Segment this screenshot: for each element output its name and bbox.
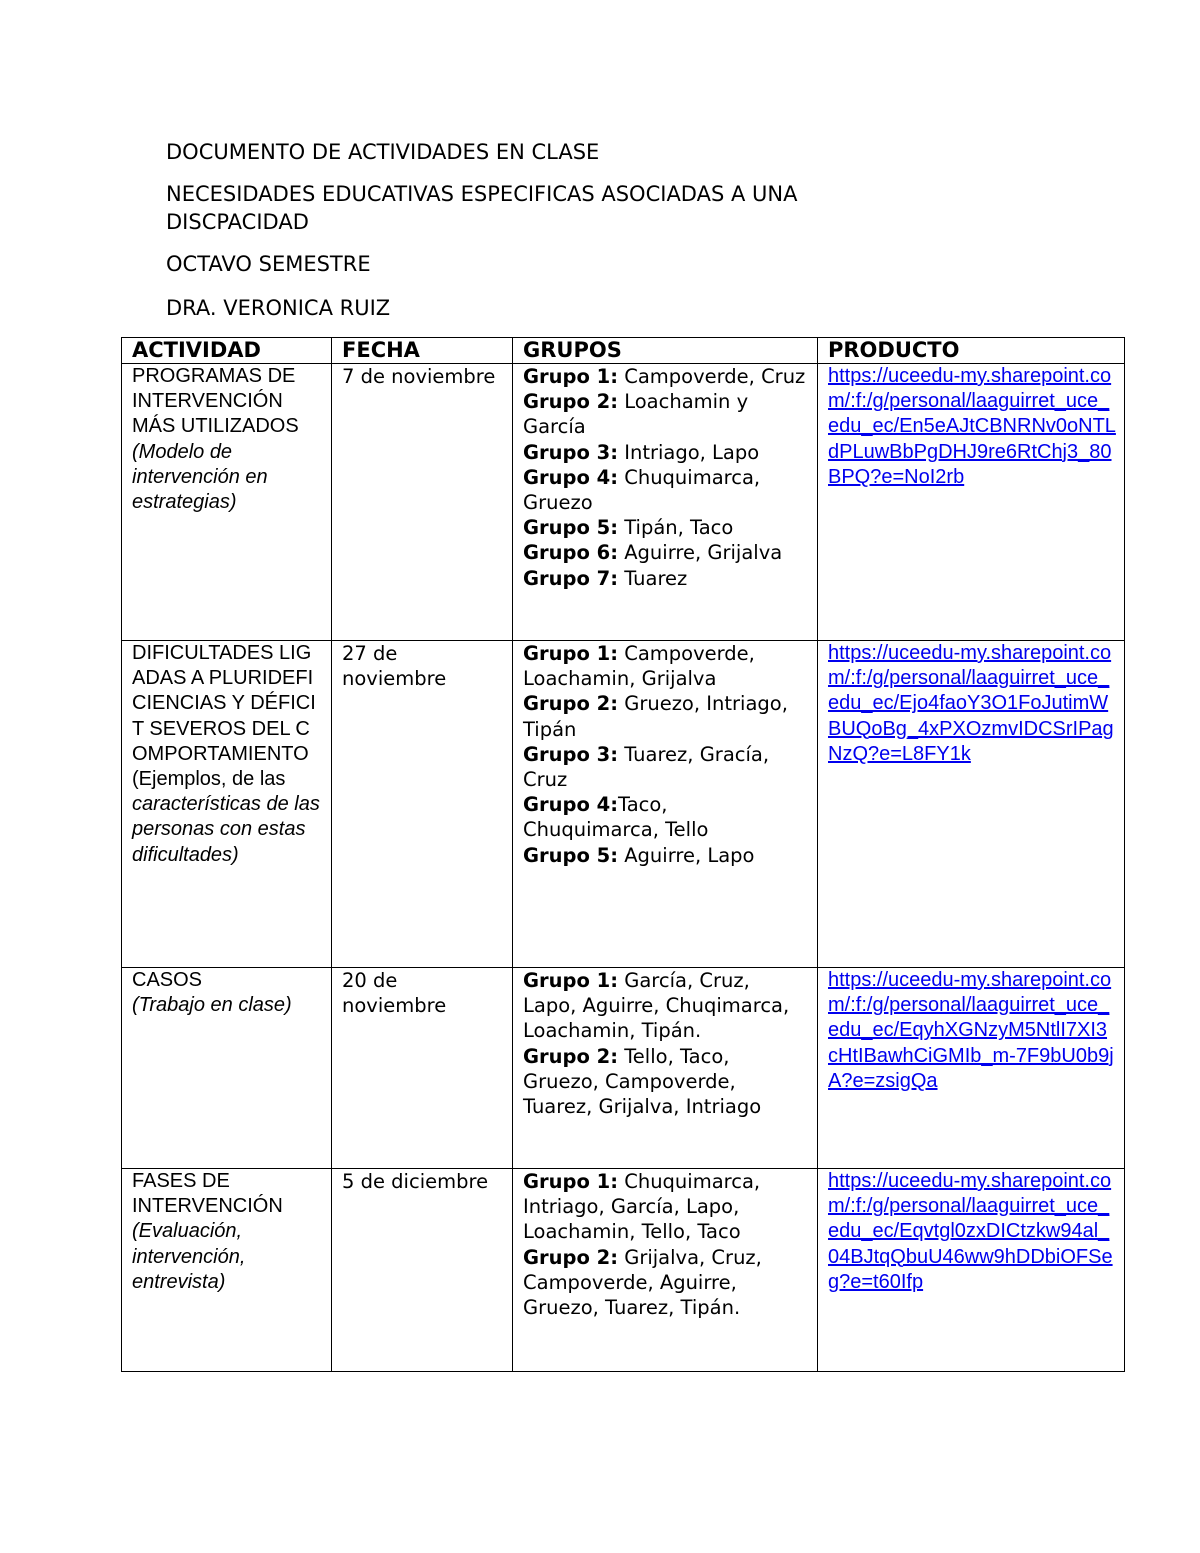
group-entry: Grupo 4:Taco, Chuquimarca, Tello: [523, 793, 709, 842]
date-cell: 27 de noviembre: [332, 641, 513, 968]
groups-cell: [513, 968, 818, 1169]
group-entry: Grupo 2: Grijalva, Cruz, Campoverde, Aguirre, Gruezo, Tuarez, Tipán.: [523, 1245, 762, 1320]
group-entry: Grupo 2: Loachamin y García: [523, 390, 749, 439]
header-date: FECHA: [332, 338, 513, 364]
product-link[interactable]: https://uceedu-my.sharepoint.com/:f:/g/personal/laaguirret_uce_edu_ec/Ejo4faoY3O1FoJutimWBUQoBg_4xPXOzmvIDCSrIPagNzQ?e=L8FY1k: [828, 642, 1114, 765]
date-cell: 5 de diciembre: [332, 1169, 513, 1372]
group-entry: Grupo 3: Intriago, Lapo: [523, 440, 760, 464]
activities-table: [121, 337, 1125, 1372]
group-entry: Grupo 6: Aguirre, Grijalva: [523, 541, 783, 565]
header-activity: ACTIVIDAD: [122, 338, 332, 364]
header-product: PRODUCTO: [818, 338, 1125, 364]
product-link[interactable]: https://uceedu-my.sharepoint.com/:f:/g/personal/laaguirret_uce_edu_ec/Eqvtgl0zxDICtzkw94al_04BJtqQbuU46ww9hDDbiOFSeg?e=t60Ifp: [828, 1170, 1113, 1293]
table-row: [122, 1169, 1125, 1372]
group-entry: Grupo 1: Campoverde, Cruz: [523, 365, 806, 388]
table-row: [122, 641, 1125, 968]
group-entry: Grupo 3: Tuarez, Gracía, Cruz: [523, 742, 770, 792]
product-cell: [818, 364, 1125, 641]
activity-cell: FASES DE INTERVENCIÓN (Evaluación, intervención, entrevista): [122, 1169, 332, 1372]
group-entry: Grupo 1: Campoverde, Loachamin, Grijalva: [523, 642, 755, 691]
header-groups: GRUPOS: [513, 338, 818, 364]
group-entry: Grupo 7: Tuarez: [523, 566, 688, 590]
group-entry: Grupo 2: Tello, Taco, Gruezo, Campoverde, Tuarez, Grijalva, Intriago: [523, 1044, 762, 1119]
document-semester: OCTAVO SEMESTRE: [166, 252, 371, 276]
group-entry: Grupo 5: Tipán, Taco: [523, 516, 734, 540]
date-cell: 20 de noviembre: [332, 968, 513, 1169]
product-cell: [818, 1169, 1125, 1372]
table-row: [122, 364, 1125, 641]
groups-cell: [513, 364, 818, 641]
product-link[interactable]: https://uceedu-my.sharepoint.com/:f:/g/personal/laaguirret_uce_edu_ec/En5eAJtCBNRNv0oNTLdPLuwBbPgDHJ9re6RtChj3_80BPQ?e=NoI2rb: [828, 365, 1116, 488]
product-link[interactable]: https://uceedu-my.sharepoint.com/:f:/g/personal/laaguirret_uce_edu_ec/EqyhXGNzyM5NtlI7XI3cHtIBawhCiGMIb_m-7F9bU0b9jA?e=zsigQa: [828, 969, 1114, 1092]
activity-cell: PROGRAMAS DE INTERVENCIÓN MÁS UTILIZADOS (Modelo de intervención en estrategias): [122, 364, 332, 641]
group-entry: Grupo 1: Chuquimarca, Intriago, García, Lapo, Loachamin, Tello, Taco: [523, 1170, 761, 1244]
document-subject: NECESIDADES EDUCATIVAS ESPECIFICAS ASOCIADAS A UNA DISCPACIDAD: [166, 182, 798, 234]
activity-cell: DIFICULTADES LIGADAS A PLURIDEFICIENCIAS Y DÉFICIT SEVEROS DEL COMPORTAMIENTO (Ejemplos, de las características de las personas con estas dificultades): [122, 641, 332, 968]
date-cell: 7 de noviembre: [332, 364, 513, 641]
table-row: [122, 968, 1125, 1169]
document-title: DOCUMENTO DE ACTIVIDADES EN CLASE: [166, 140, 600, 164]
document-teacher: DRA. VERONICA RUIZ: [166, 296, 391, 320]
table-header-row: [122, 338, 1125, 364]
group-entry: Grupo 5: Aguirre, Lapo: [523, 843, 755, 867]
group-entry: Grupo 1: García, Cruz, Lapo, Aguirre, Chuqimarca, Loachamin, Tipán.: [523, 969, 790, 1043]
product-cell: [818, 968, 1125, 1169]
group-entry: Grupo 2: Gruezo, Intriago, Tipán: [523, 692, 788, 741]
group-entry: Grupo 4: Chuquimarca, Gruezo: [523, 465, 761, 515]
activity-cell: CASOS (Trabajo en clase): [122, 968, 332, 1169]
groups-cell: [513, 641, 818, 968]
product-cell: [818, 641, 1125, 968]
groups-cell: [513, 1169, 818, 1372]
